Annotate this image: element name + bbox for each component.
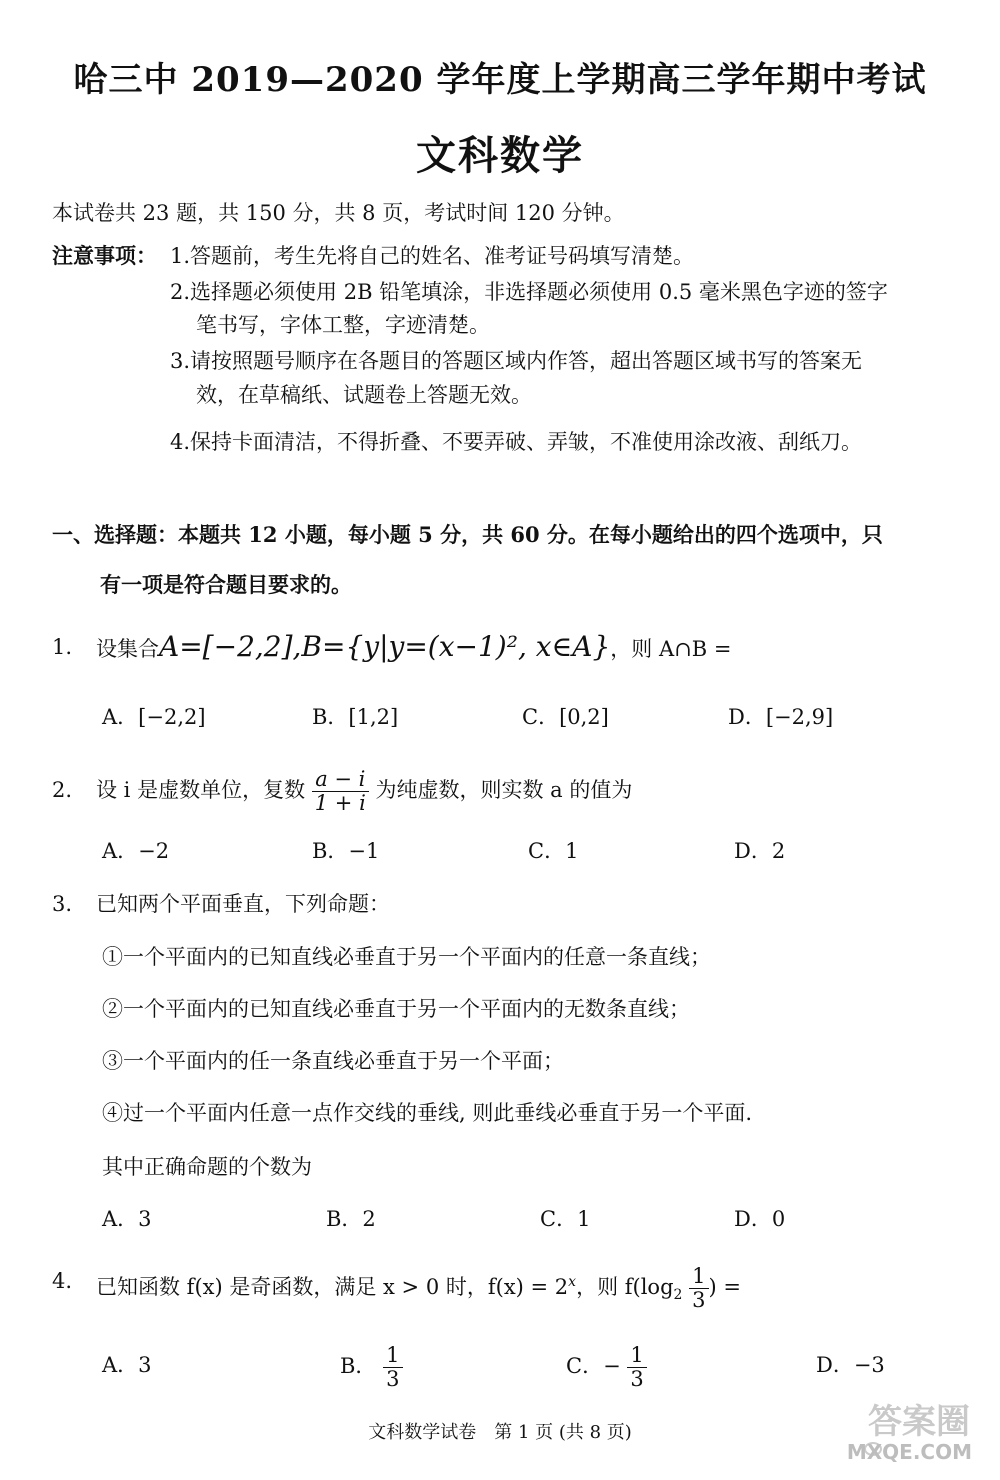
- q2-stem: [96, 760, 632, 820]
- q4-option-c-numerator: 1: [627, 1344, 646, 1368]
- site-watermark: [848, 1390, 978, 1470]
- note-item-2: 2.选择题必须使用 2B 铅笔填涂，非选择题必须使用 0.5 毫米黑色字迹的签字: [170, 280, 888, 304]
- q2-option-b: B．−1: [312, 839, 380, 863]
- q2-fraction-numerator: a − i: [312, 768, 369, 792]
- q4-stem-fraction-numerator: 1: [689, 1265, 708, 1289]
- q1-stem-prefix: 设集合: [96, 637, 159, 661]
- exam-subject: 文科数学: [416, 132, 584, 179]
- note-item-1: 1.答题前，考生先将自己的姓名、准考证号码填写清楚。: [170, 244, 695, 268]
- q1-stem-math: A=[−2,2],B={y|y=(x−1)², x∈A}: [159, 630, 611, 663]
- section-heading-cont: 有一项是符合题目要求的。: [100, 572, 352, 597]
- q2-stem-a: 设 i 是虚数单位，复数: [96, 778, 306, 802]
- q4-option-c-denominator: 3: [630, 1367, 644, 1391]
- q3-question: 其中正确命题的个数为: [102, 1155, 312, 1179]
- q4-option-b-denominator: 3: [386, 1367, 400, 1391]
- q1-option-b: B．[1,2]: [312, 705, 399, 729]
- q3-number: 3.: [52, 892, 73, 916]
- q4-exponent: x: [568, 1274, 577, 1290]
- q1-stem-suffix: ，则 A∩B =: [610, 637, 732, 661]
- q4-log-base: 2: [673, 1287, 683, 1304]
- q1-number: 1.: [52, 635, 73, 659]
- q4-stem-fraction-denominator: 3: [692, 1288, 706, 1312]
- q3-option-b: B．2: [326, 1207, 376, 1231]
- q2-option-c: C．1: [528, 839, 579, 863]
- q4-option-b: [340, 1336, 403, 1396]
- note-item-3: 3.请按照题号顺序在各题目的答题区域内作答，超出答题区域书写的答案无: [170, 349, 863, 373]
- q4-option-d: D．−3: [816, 1353, 885, 1377]
- exam-intro: 本试卷共 23 题，共 150 分，共 8 页，考试时间 120 分钟。: [52, 201, 625, 225]
- exam-title: 哈三中 2019—2020 学年度上学期高三学年期中考试: [73, 60, 927, 100]
- q4-option-b-numerator: 1: [383, 1344, 402, 1368]
- notes-label: 注意事项：: [52, 243, 157, 268]
- q4-stem-fraction: [689, 1265, 708, 1312]
- q3-item-3: ③一个平面内的任一条直线必垂直于另一个平面；: [102, 1049, 564, 1073]
- watermark-top-text: 答案圈: [868, 1402, 970, 1442]
- q4-number: 4.: [52, 1269, 73, 1293]
- q3-option-c: C．1: [540, 1207, 591, 1231]
- q4-stem-b: ，则 f(log: [576, 1275, 674, 1299]
- q3-item-4: ④过一个平面内任意一点作交线的垂线, 则此垂线必垂直于另一个平面.: [102, 1101, 753, 1125]
- q4-option-b-label: B．: [340, 1354, 377, 1378]
- q2-stem-b: 为纯虚数，则实数 a 的值为: [375, 778, 633, 802]
- q4-stem: [96, 1252, 741, 1325]
- page-footer: 文科数学试卷 第 1 页 (共 8 页): [368, 1422, 632, 1443]
- section-heading: 一、选择题：本题共 12 小题，每小题 5 分，共 60 分。在每小题给出的四个选项中，只: [52, 522, 883, 547]
- q3-stem: 已知两个平面垂直，下列命题：: [96, 892, 390, 916]
- q4-stem-a: 已知函数 f(x) 是奇函数，满足 x > 0 时，f(x) = 2: [96, 1275, 569, 1299]
- note-item-2-cont: 笔书写，字体工整，字迹清楚。: [196, 313, 490, 337]
- note-item-4: 4.保持卡面清洁，不得折叠、不要弄破、弄皱，不准使用涂改液、刮纸刀。: [170, 430, 863, 454]
- q2-option-a: A．−2: [102, 839, 170, 863]
- q1-option-c: C．[0,2]: [522, 705, 609, 729]
- q1-stem: [96, 632, 731, 664]
- note-item-3-cont: 效，在草稿纸、试题卷上答题无效。: [196, 383, 532, 407]
- q1-option-d: D．[−2,9]: [728, 705, 834, 729]
- q4-option-b-fraction: [383, 1344, 402, 1391]
- q4-option-a: A．3: [102, 1353, 152, 1377]
- q4-stem-c: ) =: [708, 1275, 741, 1299]
- q3-item-1: ①一个平面内的已知直线必垂直于另一个平面内的任意一条直线；: [102, 945, 711, 969]
- q3-item-2: ②一个平面内的已知直线必垂直于另一个平面内的无数条直线；: [102, 997, 690, 1021]
- q4-option-c: [566, 1336, 647, 1396]
- q3-option-a: A．3: [102, 1207, 152, 1231]
- q2-fraction: [312, 768, 369, 815]
- watermark-bottom-text: MXQE.COM: [846, 1440, 972, 1464]
- q3-option-d: D．0: [734, 1207, 786, 1231]
- q4-option-c-fraction: [627, 1344, 646, 1391]
- q2-number: 2.: [52, 778, 73, 802]
- q4-option-c-label: C．−: [566, 1354, 621, 1378]
- q2-fraction-denominator: 1 + i: [314, 791, 366, 815]
- q2-option-d: D．2: [734, 839, 786, 863]
- q1-option-a: A．[−2,2]: [102, 705, 206, 729]
